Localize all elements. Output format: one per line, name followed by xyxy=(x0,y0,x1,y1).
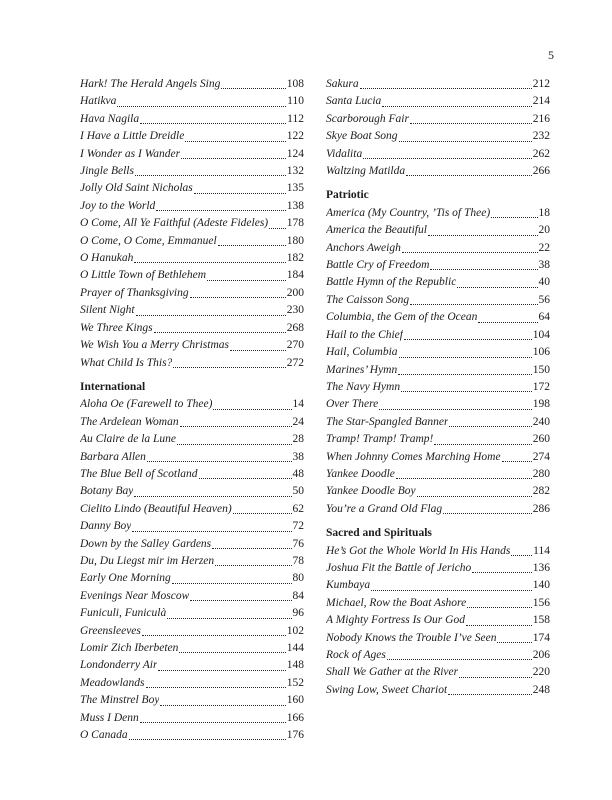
toc-entry xyxy=(80,501,304,518)
toc-entry xyxy=(80,623,304,640)
song-page-number: 140 xyxy=(532,579,550,592)
dot-leader xyxy=(398,344,533,361)
dot-leader xyxy=(400,379,533,396)
toc-entry xyxy=(326,292,550,309)
dot-leader xyxy=(172,355,286,372)
song-page-number: 274 xyxy=(532,450,550,463)
dot-leader xyxy=(232,501,293,518)
toc-entry xyxy=(326,344,550,361)
toc-entry xyxy=(80,449,304,466)
song-title: What Child Is This? xyxy=(80,356,173,369)
toc-entry xyxy=(80,553,304,570)
dot-leader xyxy=(471,560,532,577)
song-page-number: 122 xyxy=(286,130,304,143)
dot-leader xyxy=(370,577,533,594)
dot-leader xyxy=(409,292,538,309)
song-page-number: 144 xyxy=(286,642,304,654)
song-page-number: 24 xyxy=(292,415,304,428)
toc-entry xyxy=(326,483,550,500)
toc-entry xyxy=(80,355,304,372)
song-title: Londonderry Air xyxy=(80,659,158,672)
toc-entry xyxy=(326,76,550,93)
toc-entry xyxy=(80,431,304,448)
song-title: O Come, O Come, Emmanuel xyxy=(80,234,217,247)
toc-entry xyxy=(80,267,304,284)
toc-entry xyxy=(326,309,550,326)
toc-entry xyxy=(326,647,550,664)
song-page-number: 48 xyxy=(292,467,304,480)
dot-leader xyxy=(189,588,292,605)
song-page-number: 200 xyxy=(286,286,304,299)
toc-entry xyxy=(326,543,550,560)
song-page-number: 286 xyxy=(532,502,550,515)
toc-entry xyxy=(326,630,550,647)
song-title: Swing Low, Sweet Chariot xyxy=(326,683,448,696)
toc-entry xyxy=(80,570,304,587)
song-page-number: 80 xyxy=(292,572,304,585)
toc-entry xyxy=(80,320,304,337)
dot-leader xyxy=(490,205,538,222)
toc-entry xyxy=(326,577,550,594)
toc-entry xyxy=(326,163,550,180)
dot-leader xyxy=(403,327,533,344)
song-title: The Minstrel Boy xyxy=(80,694,160,707)
dot-leader xyxy=(442,501,533,518)
dot-leader xyxy=(433,431,532,448)
song-page-number: 110 xyxy=(287,95,304,108)
song-title: Skye Boat Song xyxy=(326,130,398,143)
dot-leader xyxy=(395,466,533,483)
song-title: Hail, Columbia xyxy=(326,346,398,359)
song-title: Joy to the World xyxy=(80,199,156,212)
song-title: Anchors Aweigh xyxy=(326,241,401,254)
dot-leader xyxy=(229,337,287,354)
song-title: Michael, Row the Boat Ashore xyxy=(326,596,467,609)
dot-leader xyxy=(134,163,287,180)
dot-leader xyxy=(458,664,533,681)
song-page-number: 198 xyxy=(532,398,550,411)
song-title: O Canada xyxy=(80,729,128,742)
song-page-number: 166 xyxy=(286,711,304,724)
toc-entry xyxy=(326,501,550,518)
song-title: Shall We Gather at the River xyxy=(326,666,459,679)
toc-entry xyxy=(326,128,550,145)
toc-entry xyxy=(80,302,304,319)
song-page-number: 150 xyxy=(532,363,550,376)
song-page-number: 64 xyxy=(538,311,550,324)
song-page-number: 174 xyxy=(532,631,550,644)
dot-leader xyxy=(133,483,292,500)
toc-entry xyxy=(80,198,304,215)
song-title: America the Beautiful xyxy=(326,224,427,237)
dot-leader xyxy=(401,240,539,257)
toc-entry xyxy=(326,327,550,344)
song-title: A Mighty Fortress Is Our God xyxy=(326,614,465,627)
dot-leader xyxy=(146,449,293,466)
song-title: Kumbaya xyxy=(326,579,371,592)
dot-leader xyxy=(128,727,287,744)
song-title: Hatikva xyxy=(80,95,117,108)
song-page-number: 96 xyxy=(292,607,304,620)
dot-leader xyxy=(180,146,287,163)
toc-entry xyxy=(80,285,304,302)
song-title: Hark! The Herald Angels Sing xyxy=(80,78,221,90)
toc-entry xyxy=(326,240,550,257)
song-title: The Star-Spangled Banner xyxy=(326,415,449,428)
toc-entry xyxy=(326,205,550,222)
song-page-number: 220 xyxy=(532,666,550,679)
toc-entry xyxy=(80,180,304,197)
toc-entry xyxy=(326,595,550,612)
song-page-number: 106 xyxy=(532,346,550,359)
song-page-number: 22 xyxy=(538,241,550,254)
song-title: Jolly Old Saint Nicholas xyxy=(80,182,193,195)
song-page-number: 232 xyxy=(532,130,550,143)
song-page-number: 158 xyxy=(532,614,550,627)
section-heading: International xyxy=(80,380,146,393)
song-page-number: 84 xyxy=(292,589,304,602)
toc-entry xyxy=(80,657,304,674)
dot-leader xyxy=(496,630,532,647)
dot-leader xyxy=(466,595,533,612)
song-title: Joshua Fit the Battle of Jericho xyxy=(326,561,472,574)
song-page-number: 40 xyxy=(538,276,550,289)
dot-leader xyxy=(145,675,287,692)
toc-entry xyxy=(80,640,304,657)
song-page-number: 50 xyxy=(292,485,304,498)
song-title: Funiculi, Funiculà xyxy=(80,607,167,620)
toc-entry xyxy=(326,414,550,431)
dot-leader xyxy=(477,309,538,326)
song-page-number: 260 xyxy=(532,433,550,446)
song-page-number: 272 xyxy=(286,356,304,369)
song-page-number: 268 xyxy=(286,321,304,334)
song-title: O Come, All Ye Faithful (Adeste Fideles) xyxy=(80,217,269,230)
song-page-number: 206 xyxy=(532,649,550,661)
toc-entry xyxy=(326,396,550,413)
dot-leader xyxy=(155,198,286,215)
dot-leader xyxy=(510,543,533,560)
song-title: The Caisson Song xyxy=(326,293,410,306)
dot-leader xyxy=(135,302,287,319)
song-title: America (My Country, ’Tis of Thee) xyxy=(326,206,491,219)
song-page-number: 14 xyxy=(292,398,304,411)
dot-leader xyxy=(211,536,292,553)
song-title: Greensleeves xyxy=(80,624,141,637)
song-page-number: 138 xyxy=(286,199,304,212)
dot-leader xyxy=(359,76,533,93)
song-page-number: 262 xyxy=(532,147,550,160)
dot-leader xyxy=(153,320,287,337)
song-title: Du, Du Liegst mir im Herzen xyxy=(80,554,215,567)
dot-leader xyxy=(166,605,292,622)
song-page-number: 56 xyxy=(538,293,550,306)
toc-entry xyxy=(80,233,304,250)
dot-leader xyxy=(501,449,533,466)
dot-leader xyxy=(398,128,533,145)
toc-entry xyxy=(80,675,304,692)
dot-leader xyxy=(212,396,292,413)
song-title: Early One Morning xyxy=(80,572,171,585)
dot-leader xyxy=(139,111,287,128)
song-page-number: 248 xyxy=(532,683,550,696)
toc-entry xyxy=(326,560,550,577)
dot-leader xyxy=(386,647,533,664)
song-title: Danny Boy xyxy=(80,520,132,533)
song-title: The Navy Hymn xyxy=(326,380,401,393)
song-title: We Three Kings xyxy=(80,321,153,334)
dot-leader xyxy=(362,146,533,163)
song-page-number: 28 xyxy=(292,433,304,446)
toc-entry xyxy=(80,710,304,727)
song-title: Sakura xyxy=(326,78,359,90)
dot-leader xyxy=(378,396,532,413)
song-page-number: 18 xyxy=(538,206,550,219)
dot-leader xyxy=(268,215,287,232)
song-title: Columbia, the Gem of the Ocean xyxy=(326,311,478,324)
song-title: Marines’ Hymn xyxy=(326,363,398,376)
song-title: Silent Night xyxy=(80,304,135,317)
toc-entry xyxy=(326,612,550,629)
toc-entry xyxy=(326,682,550,699)
dot-leader xyxy=(405,163,533,180)
toc-entry xyxy=(80,163,304,180)
dot-leader xyxy=(184,128,286,145)
song-title: Yankee Doodle xyxy=(326,467,395,480)
song-title: Jingle Bells xyxy=(80,165,134,178)
song-page-number: 184 xyxy=(286,269,304,282)
song-title: Vidalita xyxy=(326,147,363,160)
dot-leader xyxy=(171,570,293,587)
toc-column-right xyxy=(326,76,550,744)
song-title: I Have a Little Dreidle xyxy=(80,130,185,143)
song-title: Nobody Knows the Trouble I’ve Seen xyxy=(326,631,497,644)
song-page-number: 172 xyxy=(532,380,550,393)
dot-leader xyxy=(448,414,532,431)
dot-leader xyxy=(206,267,287,284)
toc-entry xyxy=(80,518,304,535)
song-title: Battle Hymn of the Republic xyxy=(326,276,457,289)
song-page-number: 240 xyxy=(532,415,550,428)
song-page-number: 214 xyxy=(532,95,550,108)
dot-leader xyxy=(198,466,293,483)
dot-leader xyxy=(427,222,539,239)
dot-leader xyxy=(178,640,286,657)
song-title: He’s Got the Whole World In His Hands xyxy=(326,544,511,557)
dot-leader xyxy=(220,76,286,93)
song-title: The Ardelean Woman xyxy=(80,415,179,428)
dot-leader xyxy=(139,710,287,727)
toc-entry xyxy=(80,727,304,744)
dot-leader xyxy=(416,483,533,500)
song-title: Tramp! Tramp! Tramp! xyxy=(326,433,434,446)
song-page-number: 112 xyxy=(287,112,304,125)
song-title: Lomir Zich Iberbeten xyxy=(80,642,179,654)
song-title: We Wish You a Merry Christmas xyxy=(80,339,229,352)
song-page-number: 182 xyxy=(286,252,304,265)
song-title: You’re a Grand Old Flag xyxy=(326,502,443,515)
dot-leader xyxy=(456,274,538,291)
song-title: The Blue Bell of Scotland xyxy=(80,467,198,480)
toc-entry xyxy=(80,93,304,110)
song-title: Muss I Denn xyxy=(80,711,139,724)
toc-entry xyxy=(80,396,304,413)
song-title: O Hanukah xyxy=(80,252,134,265)
toc-entry xyxy=(80,337,304,354)
dot-leader xyxy=(193,180,287,197)
toc-entry xyxy=(80,466,304,483)
song-title: Au Claire de la Lune xyxy=(80,433,177,446)
song-page-number: 72 xyxy=(292,520,304,533)
dot-leader xyxy=(381,93,532,110)
song-page-number: 20 xyxy=(538,224,550,237)
dot-leader xyxy=(179,414,293,431)
song-title: Meadowlands xyxy=(80,676,145,689)
song-page-number: 38 xyxy=(292,450,304,463)
song-page-number: 76 xyxy=(292,537,304,550)
song-title: Aloha Oe (Farewell to Thee) xyxy=(80,398,213,411)
toc-entry xyxy=(80,215,304,232)
table-of-contents xyxy=(80,76,550,744)
toc-entry xyxy=(80,588,304,605)
toc-entry xyxy=(326,379,550,396)
toc-entry xyxy=(80,414,304,431)
dot-leader xyxy=(157,657,286,674)
song-title: Down by the Salley Gardens xyxy=(80,537,212,550)
song-title: I Wonder as I Wander xyxy=(80,147,181,160)
toc-entry xyxy=(326,466,550,483)
dot-leader xyxy=(217,233,287,250)
dot-leader xyxy=(176,431,292,448)
toc-entry xyxy=(80,483,304,500)
song-title: Santa Lucia xyxy=(326,95,382,108)
toc-column-left xyxy=(80,76,304,744)
song-page-number: 38 xyxy=(538,259,550,272)
song-title: Scarborough Fair xyxy=(326,112,409,125)
song-page-number: 230 xyxy=(286,304,304,317)
song-page-number: 280 xyxy=(532,467,550,480)
song-page-number: 135 xyxy=(286,182,304,195)
dot-leader xyxy=(141,623,287,640)
song-page-number: 160 xyxy=(286,694,304,707)
toc-entry xyxy=(80,536,304,553)
dot-leader xyxy=(189,285,287,302)
dot-leader xyxy=(131,518,292,535)
dot-leader xyxy=(409,111,533,128)
song-title: Waltzing Matilda xyxy=(326,165,406,178)
dot-leader xyxy=(397,362,533,379)
song-page-number: 180 xyxy=(286,234,304,247)
toc-entry xyxy=(326,93,550,110)
toc-entry xyxy=(326,664,550,681)
song-title: Hava Nagila xyxy=(80,112,140,125)
song-page-number: 114 xyxy=(533,544,550,557)
section-heading: Patriotic xyxy=(326,189,369,202)
song-page-number: 270 xyxy=(286,339,304,352)
dot-leader xyxy=(447,682,533,699)
toc-entry xyxy=(80,605,304,622)
song-title: Over There xyxy=(326,398,379,411)
song-title: Botany Bay xyxy=(80,485,134,498)
toc-entry xyxy=(80,692,304,709)
song-title: Cielito Lindo (Beautiful Heaven) xyxy=(80,502,232,515)
page-number: 5 xyxy=(548,48,554,62)
toc-entry xyxy=(326,449,550,466)
toc-entry xyxy=(80,76,304,93)
song-page-number: 124 xyxy=(286,147,304,160)
song-title: Yankee Doodle Boy xyxy=(326,485,416,498)
dot-leader xyxy=(214,553,292,570)
song-page-number: 152 xyxy=(286,676,304,689)
song-title: Prayer of Thanksgiving xyxy=(80,286,189,299)
song-title: O Little Town of Bethlehem xyxy=(80,269,207,282)
toc-entry xyxy=(326,431,550,448)
toc-entry xyxy=(326,362,550,379)
song-title: Hail to the Chief xyxy=(326,328,403,341)
song-page-number: 136 xyxy=(532,561,550,574)
song-page-number: 104 xyxy=(532,328,550,341)
dot-leader xyxy=(429,257,538,274)
dot-leader xyxy=(133,250,286,267)
song-title: Evenings Near Moscow xyxy=(80,589,190,602)
song-title: Battle Cry of Freedom xyxy=(326,259,430,272)
toc-entry xyxy=(326,257,550,274)
song-page-number: 216 xyxy=(532,112,550,125)
toc-entry xyxy=(326,274,550,291)
song-title: Barbara Allen xyxy=(80,450,146,463)
song-page-number: 102 xyxy=(286,624,304,637)
song-page-number: 78 xyxy=(292,554,304,567)
song-page-number: 282 xyxy=(532,485,550,498)
toc-entry xyxy=(326,111,550,128)
toc-entry xyxy=(80,111,304,128)
toc-entry xyxy=(326,222,550,239)
song-page-number: 176 xyxy=(286,729,304,742)
dot-leader xyxy=(116,93,287,110)
toc-entry xyxy=(326,146,550,163)
song-page-number: 148 xyxy=(286,659,304,672)
song-page-number: 62 xyxy=(292,502,304,515)
song-page-number: 108 xyxy=(286,78,304,90)
section-heading: Sacred and Spirituals xyxy=(326,527,432,540)
dot-leader xyxy=(159,692,286,709)
toc-entry xyxy=(80,146,304,163)
song-title: When Johnny Comes Marching Home xyxy=(326,450,501,463)
song-page-number: 178 xyxy=(286,217,304,230)
toc-entry xyxy=(80,128,304,145)
song-page-number: 266 xyxy=(532,165,550,178)
toc-entry xyxy=(80,250,304,267)
song-page-number: 156 xyxy=(532,596,550,609)
song-page-number: 132 xyxy=(286,165,304,178)
song-title: Rock of Ages xyxy=(326,649,386,661)
dot-leader xyxy=(465,612,533,629)
song-page-number: 212 xyxy=(532,78,550,90)
